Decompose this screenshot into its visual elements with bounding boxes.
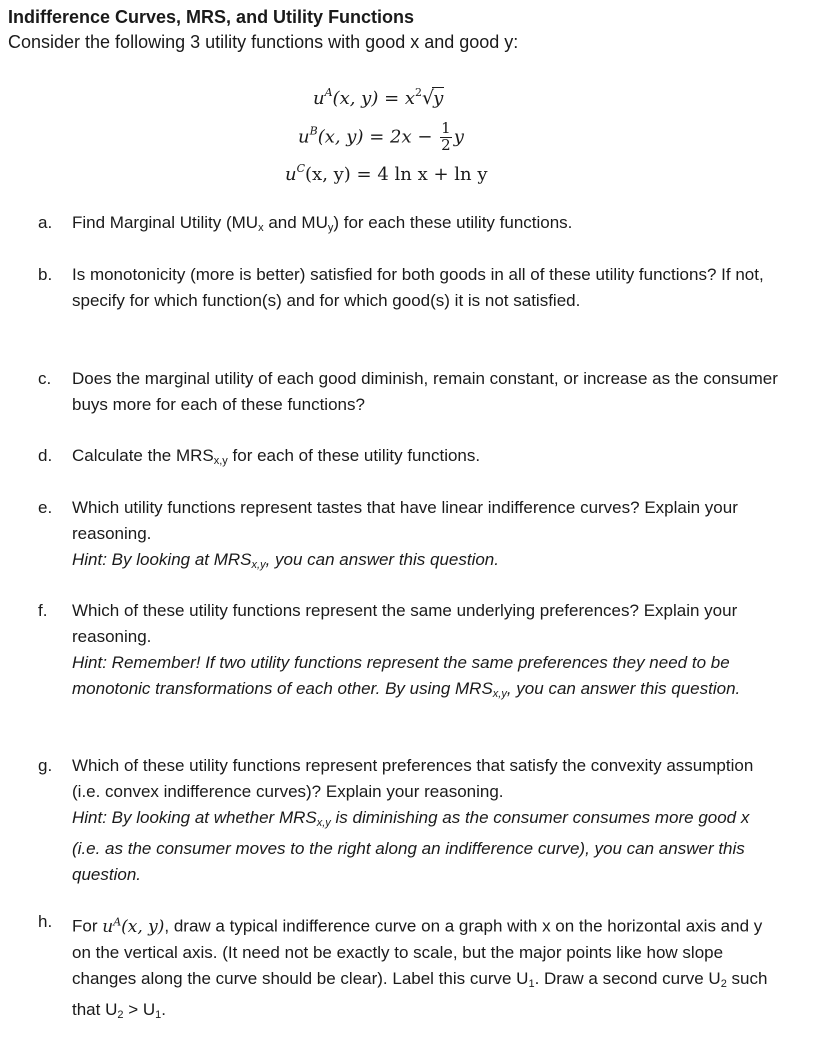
question-f: f. Which of these utility functions represent the same underlying preferences? Explain your reasoning. Hint: Remember! If two utility functions represent the same preferences they need to be monotonic transformations of each other. By using $MRS_{x,y}$, you can answer this question. xyxy=(38,598,778,707)
hint-g: Hint: By looking at whether $MRS_{x,y}$ is diminishing as the consumer consumes more good x (i.e. as the consumer moves to the right along an indifference curve), you can answer this question. xyxy=(72,808,750,884)
hint-f: Hint: Remember! If two utility functions represent the same preferences they need to be monotonic transformations of each other. By using $MRS_{x,y}$, you can answer this question. xyxy=(72,653,741,700)
question-g: g. Which of these utility functions represent preferences that satisfy the convexity assumption (i.e. convex indifference curves)? Explain your reasoning. Hint: By looking at whether $MRS_{x,y}$ is diminishing as the consumer consumes more good x (i.e. as the consumer moves to the right along an indifference curve), you can answer this question. xyxy=(38,753,778,888)
fraction-one-half: $\frac{1}{2}$ xyxy=(441,119,451,154)
equation-utility-a: $u^A(x$, $y) = x^2√y$ xyxy=(313,86,444,109)
intro-text: Consider the following 3 utility functions with good x and good y: xyxy=(8,32,519,52)
equation-utility-b: $u^B(x$, y) = 2x − $\frac{1}{2}$ y xyxy=(298,119,464,154)
hint-e: Hint: By looking at $MRS_{x,y}$, you can answer this question. xyxy=(72,550,499,571)
question-h: h. For $u^A(x$, y), draw a typical indifference curve on a graph with x on the horizontal axis and y on the vertical axis. (It need not be exactly to scale, but the major points like how slope changes along the curve should be clear). Label this curve $U_1$. Draw a second curve $U_2$ such that $U_2 > U_1$. xyxy=(38,912,768,1021)
question-a: a. Find Marginal Utility ($MU_x$ and $MU_y$) for each these utility functions. xyxy=(38,213,573,234)
question-b: b. Is monotonicity (more is better) satisfied for both goods in all of these utility functions? If not, specify for which function(s) and for which good(s) it is not satisfied. xyxy=(38,265,764,310)
question-c: c. Does the marginal utility of each good diminish, remain constant, or increase as the consumer buys more for each of these functions? xyxy=(38,369,778,414)
question-e: e. Which utility functions represent tastes that have linear indifference curves? Explain your reasoning. Hint: By looking at $MRS_{x,y}$, you can answer this question. xyxy=(38,495,778,578)
page-title: Indifference Curves, MRS, and Utility Functions xyxy=(8,7,415,27)
equation-utility-c: $u^C(x$, y) = 4 ln x + ln y xyxy=(285,162,488,185)
question-d: d. Calculate the $MRS_{x,y}$ for each of these utility functions. xyxy=(38,446,481,467)
